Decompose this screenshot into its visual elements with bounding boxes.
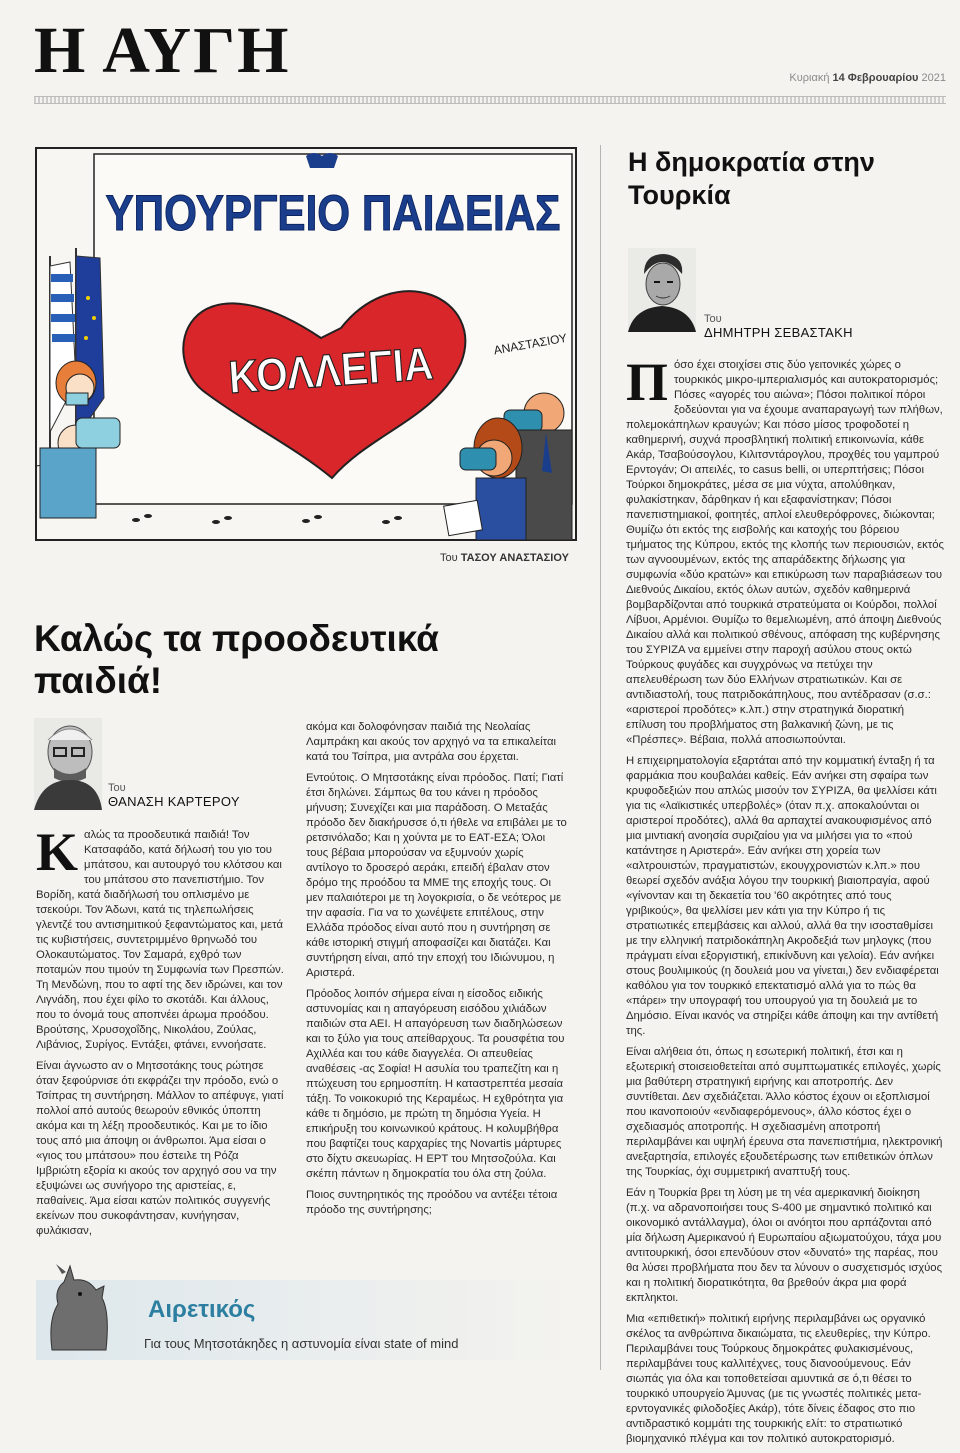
cartoon-sign-text: ΥΠΟΥΡΓΕΙΟ ΠΑΙΔΕΙΑΣ bbox=[105, 185, 561, 241]
cartoon-credit bbox=[440, 552, 569, 564]
left-article-column-2 bbox=[306, 720, 568, 1224]
footer-subtitle: Για τους Μητσοτάκηδες η αστυνομία είναι state of mind bbox=[144, 1336, 459, 1351]
rhino-icon bbox=[40, 1262, 108, 1354]
cartoon-credit-name: ΤΑΣΟΥ ΑΝΑΣΤΑΣΙΟΥ bbox=[460, 552, 569, 564]
right-article-paragraph bbox=[626, 352, 944, 748]
dateline-date: 14 Φεβρουαρίου bbox=[832, 72, 919, 84]
left-article-paragraph: ακόμα και δολοφόνησαν παιδιά της Νεολαίας Λαμπράκη και ακούς τον αρχηγό να τα επικαλείται κατά του Τσίπρα, μια αντράλα σου έρχεται. bbox=[306, 721, 557, 763]
right-article-column bbox=[626, 352, 944, 1453]
right-article-paragraph: Εάν η Τουρκία βρει τη λύση με τη νέα αμερικανική διοίκηση (π.χ. να αδρανοποιήσει τους S-400 με σημαντικό πολιτικό και οικονομικό αντάλλαγμα), όλοι οι ανόητοι που αρπάζονται από μία δήλωση Αμερικανού ή Ευρωπαίου αξιωματούχου, τάχα μου αντιτουρκική, όσοι επενδύουν στον «δυνατό» της παρέας, που θα λύσει προβλήματα που δεν τα λύνουν ο συσχετισμός ισχύος και η πολιτική διορατικότητα, θα βρεθούν άκρα μια φορά εκπληκτοι. bbox=[626, 1187, 943, 1304]
left-article-column-1 bbox=[36, 822, 286, 1245]
masthead-rule bbox=[34, 96, 946, 104]
author-photo-karteros bbox=[34, 718, 102, 810]
author-photo-sevastakis bbox=[628, 248, 696, 332]
masthead: Η ΑΥΓΗ bbox=[34, 14, 291, 87]
left-article-title: Καλώς τα προοδευτικά παιδιά! bbox=[34, 618, 439, 701]
right-article-dropcap: Π bbox=[626, 352, 669, 412]
left-article-byline bbox=[108, 782, 240, 809]
left-byline-prefix: Του bbox=[108, 782, 126, 794]
dateline-weekday: Κυριακή bbox=[789, 72, 830, 84]
right-byline-prefix: Του bbox=[704, 313, 722, 325]
left-article-paragraph bbox=[36, 822, 286, 1053]
right-article-paragraph: Είναι αλήθεια ότι, όπως η εσωτερική πολιτική, έτσι και η εξωτερική στοισειοθετείται από συμπτωματικές επιλογές, χωρίς μια βαθύτερη στρατηγική ειρήνης και αποτροπής. Δεν συντίθεται. Δεν σχεδιάζεται. Άλλο κόστος έχουν οι εξοπλισμοί που ικανοποιούν «ενδιαφερόμενους», άλλο κόστος έχει ο σχεδιασμός αποτροπής. Η σχεδιασμένη αποτροπή περιλαμβάνει και υψηλή έρευνα στα πανεπιστήμια, ηλεκτρονική ανεξαρτησία, επιλογές εξουδετέρωσης των επιθετικών όπλων της Τουρκίας, όχι συμμετρική αναπτυξή τους. bbox=[626, 1046, 943, 1178]
cartoon-credit-prefix: Του bbox=[440, 552, 458, 564]
left-article-dropcap: Κ bbox=[36, 822, 79, 882]
right-article-paragraph-text: όσο έχει στοιχίσει στις δύο γειτονικές χώρες ο τουρκικός μικρο-ιμπεριαλισμός και αυτοκρατορισμός; Πόσες «αγορές του αιώνα»; Πόσοι πολιτικοί πόροι ξοδεύονται για να έχουμε αναπαραγωγή των πλήθων, πολεμοκάπηλων κραυγών; Και πόσο μίσος τροφοδοτεί η καθημερινή, συχνά προσβλητική πολιτική επικοινωνία, κάθε Ακάρ, Τσαβούσογλου, Κιλιτσντάρογλου, προχθές του γαμπρού Ερντογάν; Οι απειλές, το casus belli, οι υπερπτήσεις; Πόσοι Τούρκοι δημοκράτες, μέσα σε μια νύχτα, απολύθηκαν, φυλακίστηκαν, δάρθηκαν ή και εξαφανίστηκαν; Πόσοι πανεπιστημιακοί, φοιτητές, απλοί ελευθερόφρονες, διώκονται; Θυμίζω ότι εκτός της εισβολής και κατοχής του βόρειου τμήματος της Κύπρου, εκτός της κλοπής των περιουσιών, εκτός των αγνοουμένων, εκτός της απαράδεκτης δήλωσης για συμφωνία «δύο κρατών» και επικύρωση των παραβιάσεων του Διεθνούς Δικαίου, εκτός όλων αυτών, σχεδόν καθημερινά βομβαρδίζονται από τουρκικά στρατεύματα οι Κούρδοι, πολλοί Λίβυοι, Αρμένιοι. Θυμίζω το θεμελιωμένη, από άποψη Διεθνούς Δικαίου αλλά και πολιτικού σθένους, απόφαση της κυβέρνησης του ΣΥΡΙΖΑ να εμμείνει στην παροχή ασύλου στους οκτώ Τούρκους φυγάδες και συγχρόνως να πετύχει την απελευθέρωση των δύο Ελλήνων στρατιωτικών. Και σε αντιδιαστολή, τους πατριδοκάπηλους, που αντέδρασαν (σ.σ.: «αριστεροί προδότες» κ.λπ.) στην στρατηγικά διορατική επίλυση του προβλήματος στη βαλκανική ζώνη, με τις «Πρέσπες». Βέβαια, πολλά αποσιωπούνται. bbox=[626, 359, 944, 746]
right-byline-name: ΔΗΜΗΤΡΗ ΣΕΒΑΣΤΑΚΗ bbox=[704, 325, 853, 340]
left-article-paragraph: Εντούτοις. Ο Μητσοτάκης είναι πρόοδος. Πατί; Γιατί έτσι δηλώνει. Σάμπως θα του κάνει η πρόοδος μήνυση; Συνεχίζει και μια παράδοση. Ο Μεταξάς πρόοδο δεν διακήρυσσε ό,τι ήθελε να επιβάλει με το ρετσινόλαδο; Και η χούντα με το ΕΑΤ-ΕΣΑ; Όλοι τους βέβαια μπορούσαν να εξυμνούν χωρίς αντίλογο το δροσερό αεράκι, επειδή έβαλαν στον δρόμο της προόδου τα ΜΜΕ της εποχής τους. Οι μεν παλαιότεροι με τη λογοκρισία, ο δε νεότερος με την αφασία. Για να το χωνέψετε επιτέλους, στην Ελλάδα πρόοδος είναι αυτό που η συντήρηση σε κάθε ιστορική στιγμή αποφασίζει και διατάζει. Και συντήρηση είναι, από την εποχή του Ιδιώνυμου, η Αριστερά. bbox=[306, 772, 567, 979]
right-article-title: Η δημοκρατία στην Τουρκία bbox=[628, 147, 875, 210]
left-article-paragraph: Ποιος συντηρητικός της προόδου να αντέξει τέτοια πρόοδο της συντήρησης; bbox=[306, 1189, 558, 1216]
right-article-byline bbox=[704, 313, 853, 340]
left-article-paragraph-text: αλώς τα προοδευτικά παιδιά! Τον Κατσαφάδο, κατά δήλωσή του γιο του μπάτσου, και αυτουργό του κλότσου και του μπάτσου στο πανεπιστήμιο. Τον Βορίδη, κατά διαδήλωσή του οπλισμένο με τσεκούρι. Τον Άδωνι, κατά τις τηλεπωλήσεις γλεντζέ του αντισημιτικού ξεφαντώματος και, μετά τις κυβιστήσεις, συντετριμμένο θρηνωδό του Ολοκαυτώματος. Τον Σαμαρά, εχθρό των ποταμών που τιμούν τη Συμφωνία των Πρεσπών. Τη Μενδώνη, που το αφτί της δεν ιδρώνει, και τον Λιγνάδη, που έχει φίλο το σκοτάδι. Και άλλους, που το όνομά τους αποπνέει άρωμα προόδου. Βρούτσης, Χρυσοχοΐδης, Νικολάου, Ζούλας, Λιβάνιος, Συρίγος. Εντάξει, φτάνει, εννοήσατε. bbox=[36, 829, 284, 1051]
right-article-paragraph: Η επιχειρηματολογία εξαρτάται από την κομματική ένταξη ή τα φαρμάκια που κουβαλάει καθείς. Εάν ανήκει στη σφαίρα των κρυφοδεξιών που απλώς μισούν τον ΣΥΡΙΖΑ, θα ψελλίσει κάτι για τις «λαϊκιστικές υπερβολές» (όταν π.χ. αποκαλούνται οι αριστεροί προδότες), αλλά θα αρπαχτεί ανακουφισμένος από μια μιντιακή ανοησία συριζαίου για να μιλήσει για το «πού κατάντησε η Αριστερά». Εάν ανήκει στη χορεία των «αλτρουιστών, πραγματιστών, εκουγχρονιστών κ.λπ.» που θεωρεί σχεδόν ανάξια λόγου την τουρκική βιαιοπραγία, αφού «γίνονταν και τη δεκαετία του '60 ακρότητες από τους γριβικούς», θα ψελλίσει μεν κάτι για την Κύπρο ή τις στρατιωτικές επεμβάσεις και αλλού, αλλά θα την ισοσταθμίσει με την ελληνική πατριδοκάπηλη Ακροδεξιά των μηλογκς (που πράγματι είναι εξοργιστική, επικίνδυνη και γελοία). Εάν ανήκει στους βουλιμικούς (η δουλειά μου να γίνεται,) δεν ενδιαφέρεται καθόλου για τον τουρκικό επεκτατισμό αλλά για το πώς θα «πάρει» την υπογραφή του υπουργού για τη δουλειά με το Δημόσιο. Είναι ικανός να στηρίξει κάθε άποψη και την αντίθετή της. bbox=[626, 755, 939, 1037]
dateline-year: 2021 bbox=[921, 72, 946, 84]
left-article-paragraph: Πρόοδος λοιπόν σήμερα είναι η είσοδος ειδικής αστυνομίας και η απαγόρευση εισόδου χιλιάδων παιδιών στα ΑΕΙ. Η απαγόρευση των διαδηλώσεων και το ξύλο για τους απείθαρχους. Τα ρουσφέτια του Αχιλλέα και του κάθε διαγγελέα. Οι απευθείας αναθέσεις -ας Σοφία! Η ασυλία του τραπεζίτη και η πτώχευση του ερημοσπίτη. Η καταστρεπτέα μεσαία τάξη. Το νοικοκυριό της Κεραμέως. Η εχθρότητα για κάθε τι δημόσιο, με πρώτη τη δημόσια Υγεία. Η επικήρυξη του κοινωνικού κράτους. Η κολυμβήθρα που βαφτίζει τους καρχαρίες της Novartis μάρτυρες στο δίχτυ σκευωρίας. Η ΕΡΤ του Μητσοζούλα. Και σκέπη πάντων η δημοκρατία του όλα στη ζούλα. bbox=[306, 988, 565, 1180]
left-byline-name: ΘΑΝΑΣΗ ΚΑΡΤΕΡΟΥ bbox=[108, 794, 240, 809]
dateline bbox=[789, 72, 946, 84]
footer-title: Αιρετικός bbox=[148, 1296, 256, 1323]
cartoon-heart-text: ΚΟΛΛΕΓΙΑ bbox=[226, 335, 462, 404]
editorial-cartoon bbox=[36, 148, 576, 540]
column-divider bbox=[600, 145, 601, 1370]
right-article-paragraph: Μια «επιθετική» πολιτική ειρήνης περιλαμβάνει ως οργανικό σκέλος τα ανθρώπινα δικαιώματα, τις ελευθερίες, την Κύπρο. Περιλαμβάνει τους Τούρκους δημοκράτες φυλακισμένους, περιλαμβάνει τους καλλιτέχνες, τους διανοούμενους. Εάν σιωπάς για όλα και τοποθετείσαι αμυντικά σε ό,τι θέσει το τουρκικό υπουργείο Άμυνας (με τις γνωστές πολιτικές μετα-ερντογανικές φιλοδοξίες Ακάρ), τότε δίνεις έδαφος στο πιο αντιδραστικό κομμάτι της τουρκικής ελίτ: το στρατιωτικό βιομηχανικό πλέγμα και τον πολιτικό αυτοκρατορισμό. bbox=[626, 1313, 931, 1445]
left-article-paragraph: Είναι άγνωστο αν ο Μητσοτάκης τους ρώτησε όταν ξεφούρνισε ότι εκφράζει την πρόοδο, ενώ ο Τσίπρας τη συντήρηση. Μάλλον το απέφυγε, γιατί πολλοί από αυτούς θεωρούν εθνικός ύποπτη ακόμα και τη λέξη προοδευτικός. Και με το ίδιο τους από μια άποψη οι άνθρωποι. Άμα είσαι ο «γιος του μπάτσου» που έστειλε τη Ρόζα Ιμβριώτη εξορία κι ακούς τον αρχηγό σου να την εξυψώνει ως συνήγορο της αριστείας, ε, παθαίνεις. Άμα είσαι κατών πολιτικός συγγενής εκείνων που συκοφάντησαν, κυνήγησαν, φυλάκισαν, bbox=[36, 1060, 284, 1237]
cartoonist-signature: ΑΝΑΣΤΑΣΙΟΥ bbox=[492, 330, 569, 358]
